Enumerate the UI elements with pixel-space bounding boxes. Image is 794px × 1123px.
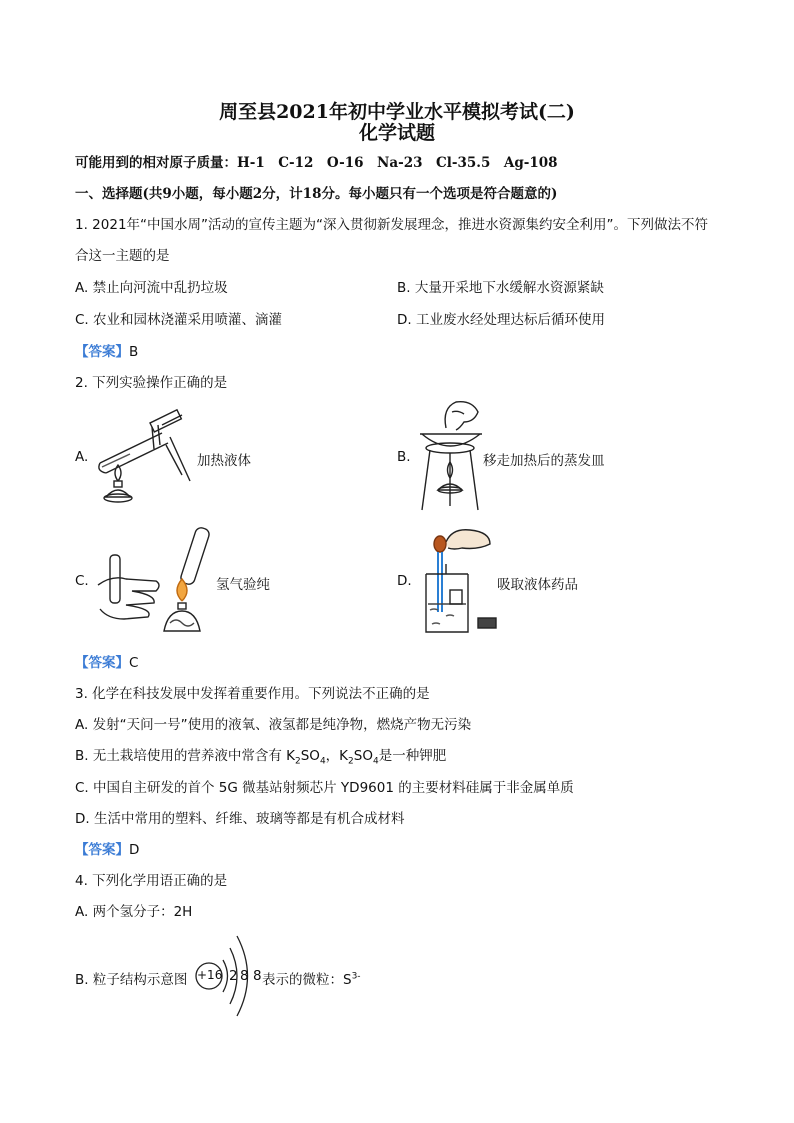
q3-stem: 3. 化学在科技发展中发挥着重要作用。下列说法不正确的是 bbox=[75, 686, 430, 702]
q3-answer-value: D bbox=[129, 842, 140, 858]
dropper-figure bbox=[418, 528, 500, 638]
q1-stem-line2: 合这一主题的是 bbox=[75, 248, 170, 264]
nucleus-charge: +16 bbox=[197, 968, 223, 982]
hydrogen-test-figure bbox=[96, 525, 216, 640]
q1-option-b: B. 大量开采地下水缓解水资源紧缺 bbox=[397, 280, 604, 296]
evaporating-dish-figure bbox=[412, 398, 488, 513]
q3-option-a: A. 发射“天问一号”使用的液氧、液氢都是纯净物，燃烧产物无污染 bbox=[75, 717, 472, 733]
q1-option-a: A. 禁止向河流中乱扔垃圾 bbox=[75, 280, 228, 296]
q4-option-b-suffix: 表示的微粒：$S^{3-}$ bbox=[262, 971, 361, 988]
q1-answer-value: B bbox=[129, 344, 139, 360]
page-subtitle: 化学试题 bbox=[358, 122, 435, 144]
page-title: 周至县2021年初中学业水平模拟考试(二) bbox=[219, 101, 575, 123]
q3-option-b: B. 无土栽培使用的营养液中常含有 $K_2SO_4$，$K_2SO_4$是一种钾肥 bbox=[75, 748, 447, 767]
q1-option-c: C. 农业和园林浇灌采用喷灌、滴灌 bbox=[75, 312, 283, 328]
q2-stem: 2. 下列实验操作正确的是 bbox=[75, 375, 228, 391]
ion-charge: 3- bbox=[351, 971, 361, 982]
q1-answer: 【答案】B bbox=[75, 344, 139, 360]
q2-option-c-letter: C. bbox=[75, 573, 89, 589]
q3-option-c: C. 中国自主研发的首个 5G 微基站射频芯片 YD9601 的主要材料硅属于非金属单质 bbox=[75, 780, 574, 796]
q2-option-a-letter: A. bbox=[75, 449, 89, 465]
atomic-masses: 可能用到的相对原子质量：H-1 C-12 O-16 Na-23 Cl-35.5 Ag-108 bbox=[75, 155, 558, 171]
shell-1-electrons: 2 bbox=[229, 968, 238, 984]
q2-option-c-caption: 氢气验纯 bbox=[216, 577, 270, 593]
shell-3-electrons: 8 bbox=[253, 968, 262, 984]
q3-answer: 【答案】D bbox=[75, 842, 140, 858]
q2-option-d-letter: D. bbox=[397, 573, 412, 589]
q2-option-d-caption: 吸取液体药品 bbox=[497, 577, 578, 593]
q2-option-a-caption: 加热液体 bbox=[197, 453, 251, 469]
q1-stem-line1: 1. 2021年“中国水周”活动的宣传主题为“深入贯彻新发展理念，推进水资源集约安全利用”。下列做法不符 bbox=[75, 217, 709, 233]
section-heading: 一、选择题(共9小题，每小题2分，计18分。每小题只有一个选项是符合题意的) bbox=[75, 186, 558, 202]
heating-liquid-figure bbox=[92, 405, 202, 510]
q1-option-d: D. 工业废水经处理达标后循环使用 bbox=[397, 312, 605, 328]
q4-stem: 4. 下列化学用语正确的是 bbox=[75, 873, 228, 889]
q2-answer-value: C bbox=[129, 655, 139, 671]
answer-label: 答案 bbox=[88, 344, 116, 360]
q2-option-b-caption: 移走加热后的蒸发皿 bbox=[483, 453, 605, 469]
q2-answer: 【答案】C bbox=[75, 655, 139, 671]
q3-option-d: D. 生活中常用的塑料、纤维、玻璃等都是有机合成材料 bbox=[75, 811, 405, 827]
q4-option-b-prefix: B. 粒子结构示意图 bbox=[75, 972, 188, 988]
q2-option-b-letter: B. bbox=[397, 449, 411, 465]
q4-option-a: A. 两个氢分子：2H bbox=[75, 904, 193, 920]
shell-2-electrons: 8 bbox=[240, 968, 249, 984]
